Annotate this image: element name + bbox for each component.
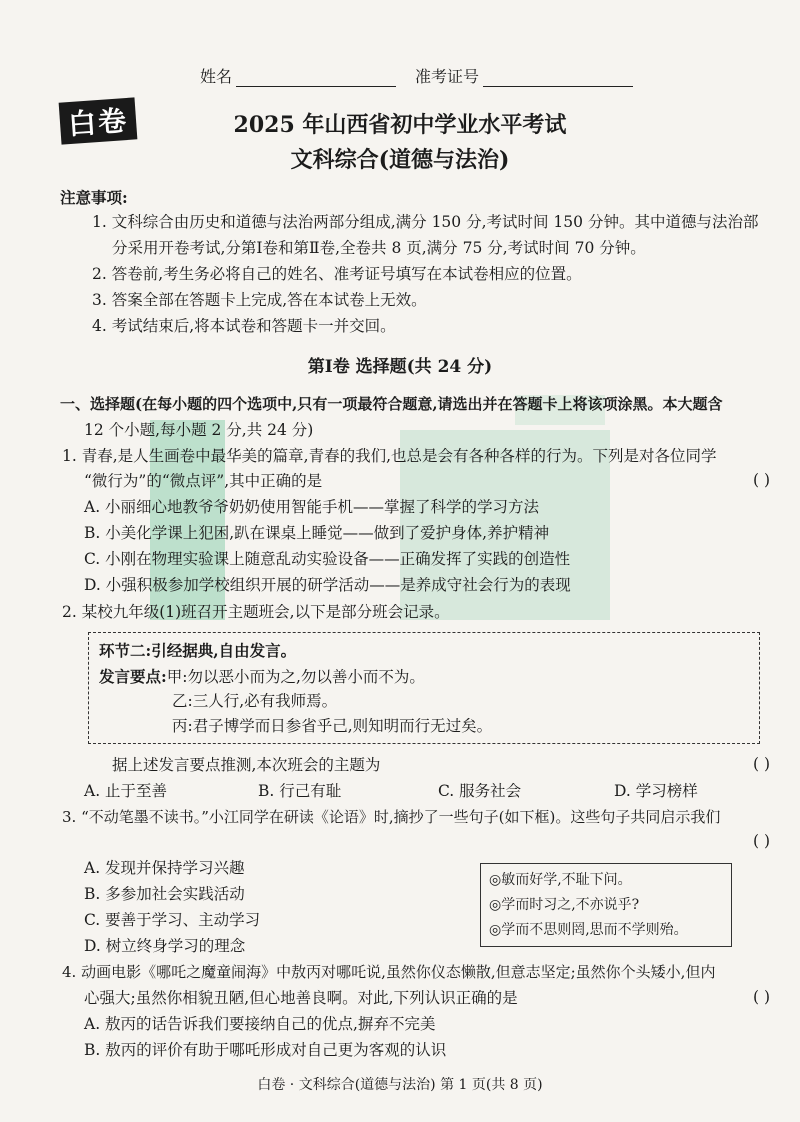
answer-paren: ( ) <box>752 471 770 489</box>
exam-id-field <box>415 64 633 87</box>
option: C. 小刚在物理实验课上随意乱动实验设备——正确发挥了实践的创造性 <box>84 550 571 568</box>
exam-subtitle: 文科综合(道德与法治) <box>290 147 510 173</box>
notice-item: 4. 考试结束后,将本试卷和答题卡一并交回。 <box>92 317 396 335</box>
box-text: 甲:勿以恶小而为之,勿以善小而不为。 <box>166 668 425 686</box>
option: B. 多参加社会实践活动 <box>84 885 245 903</box>
answer-paren: ( ) <box>752 755 770 773</box>
box-line: 乙:三人行,必有我师焉。 <box>172 692 338 710</box>
box-line <box>99 667 425 687</box>
white-paper-stamp: 白卷 <box>59 97 138 144</box>
option: A. 发现并保持学习兴趣 <box>84 859 245 877</box>
section-title: 第Ⅰ卷 选择题(共 24 分) <box>307 357 493 377</box>
notice-item: 2. 答卷前,考生务必将自己的姓名、准考证号填写在本试卷相应的位置。 <box>92 265 582 283</box>
name-field <box>200 64 396 87</box>
option: B. 行己有耻 <box>258 782 342 800</box>
option: C. 服务社会 <box>438 782 522 800</box>
option: D. 学习榜样 <box>614 782 698 800</box>
answer-paren: ( ) <box>752 988 770 1006</box>
box-line: ◎学而时习之,不亦说乎? <box>489 897 640 913</box>
box-line: 环节二:引经据典,自由发言。 <box>99 641 297 660</box>
option: A. 小丽细心地教爷爷奶奶使用智能手机——掌握了科学的学习方法 <box>84 498 540 516</box>
quote-box <box>88 632 760 744</box>
question-stem: 4. 动画电影《哪吒之魔童闹海》中敖丙对哪吒说,虽然你仪态懒散,但意志坚定;虽然你个头矮小,但内 <box>62 963 716 981</box>
box-line: ◎敏而好学,不耻下问。 <box>489 872 632 888</box>
option: B. 敖丙的评价有助于哪吒形成对自己更为客观的认识 <box>84 1041 447 1059</box>
notice-item: 3. 答案全部在答题卡上完成,答在本试卷上无效。 <box>92 291 427 309</box>
exam-title: 2025 年山西省初中学业水平考试 <box>233 112 567 138</box>
option: D. 小强积极参加学校组织开展的研学活动——是养成守社会行为的表现 <box>84 576 571 594</box>
notice-item: 1. 文科综合由历史和道德与法治两部分组成,满分 150 分,考试时间 150 分钟。其中道德与法治部 <box>92 213 759 231</box>
name-label: 姓名 <box>200 67 233 86</box>
notice-heading: 注意事项: <box>60 188 128 207</box>
section-instruction: 12 个小题,每小题 2 分,共 24 分) <box>84 421 314 439</box>
question-text: 据上述发言要点推测,本次班会的主题为 <box>112 756 381 774</box>
option: A. 敖丙的话告诉我们要接纳自己的优点,摒弃不完美 <box>84 1015 436 1033</box>
box-line: ◎学而不思则罔,思而不学则殆。 <box>489 922 688 938</box>
option: B. 小美化学课上犯困,趴在课桌上睡觉——做到了爱护身体,养护精神 <box>84 524 550 542</box>
section-instruction: 一、选择题(在每小题的四个选项中,只有一项最符合题意,请选出并在答题卡上将该项涂黑。本大题含 <box>60 395 723 413</box>
question-stem: 3. “不动笔墨不读书。”小江同学在研读《论语》时,摘抄了一些句子(如下框)。这些句子共同启示我们 <box>62 808 721 826</box>
option: A. 止于至善 <box>84 782 168 800</box>
box-line: 丙:君子博学而日参省乎己,则知明而行无过矣。 <box>172 717 493 735</box>
option: D. 树立终身学习的理念 <box>84 937 246 955</box>
question-stem: 心强大;虽然你相貌丑陋,但心地善良啊。对此,下列认识正确的是 <box>84 989 518 1007</box>
question-stem: 2. 某校九年级(1)班召开主题班会,以下是部分班会记录。 <box>62 603 450 621</box>
quote-box <box>480 863 732 947</box>
question-stem: 1. 青春,是人生画卷中最华美的篇章,青春的我们,也总是会有各种各样的行为。下列是对各位同学 <box>62 447 717 465</box>
question-stem: “微行为”的“微点评”,其中正确的是 <box>84 472 323 490</box>
option: C. 要善于学习、主动学习 <box>84 911 261 929</box>
page-footer: 白卷 · 文科综合(道德与法治) 第 1 页(共 8 页) <box>257 1077 543 1093</box>
exam-id-label: 准考证号 <box>415 67 480 86</box>
box-label: 发言要点: <box>99 667 167 686</box>
answer-paren: ( ) <box>752 832 770 850</box>
notice-item: 分采用开卷考试,分第Ⅰ卷和第Ⅱ卷,全卷共 8 页,满分 75 分,考试时间 70 分钟。 <box>112 239 646 257</box>
